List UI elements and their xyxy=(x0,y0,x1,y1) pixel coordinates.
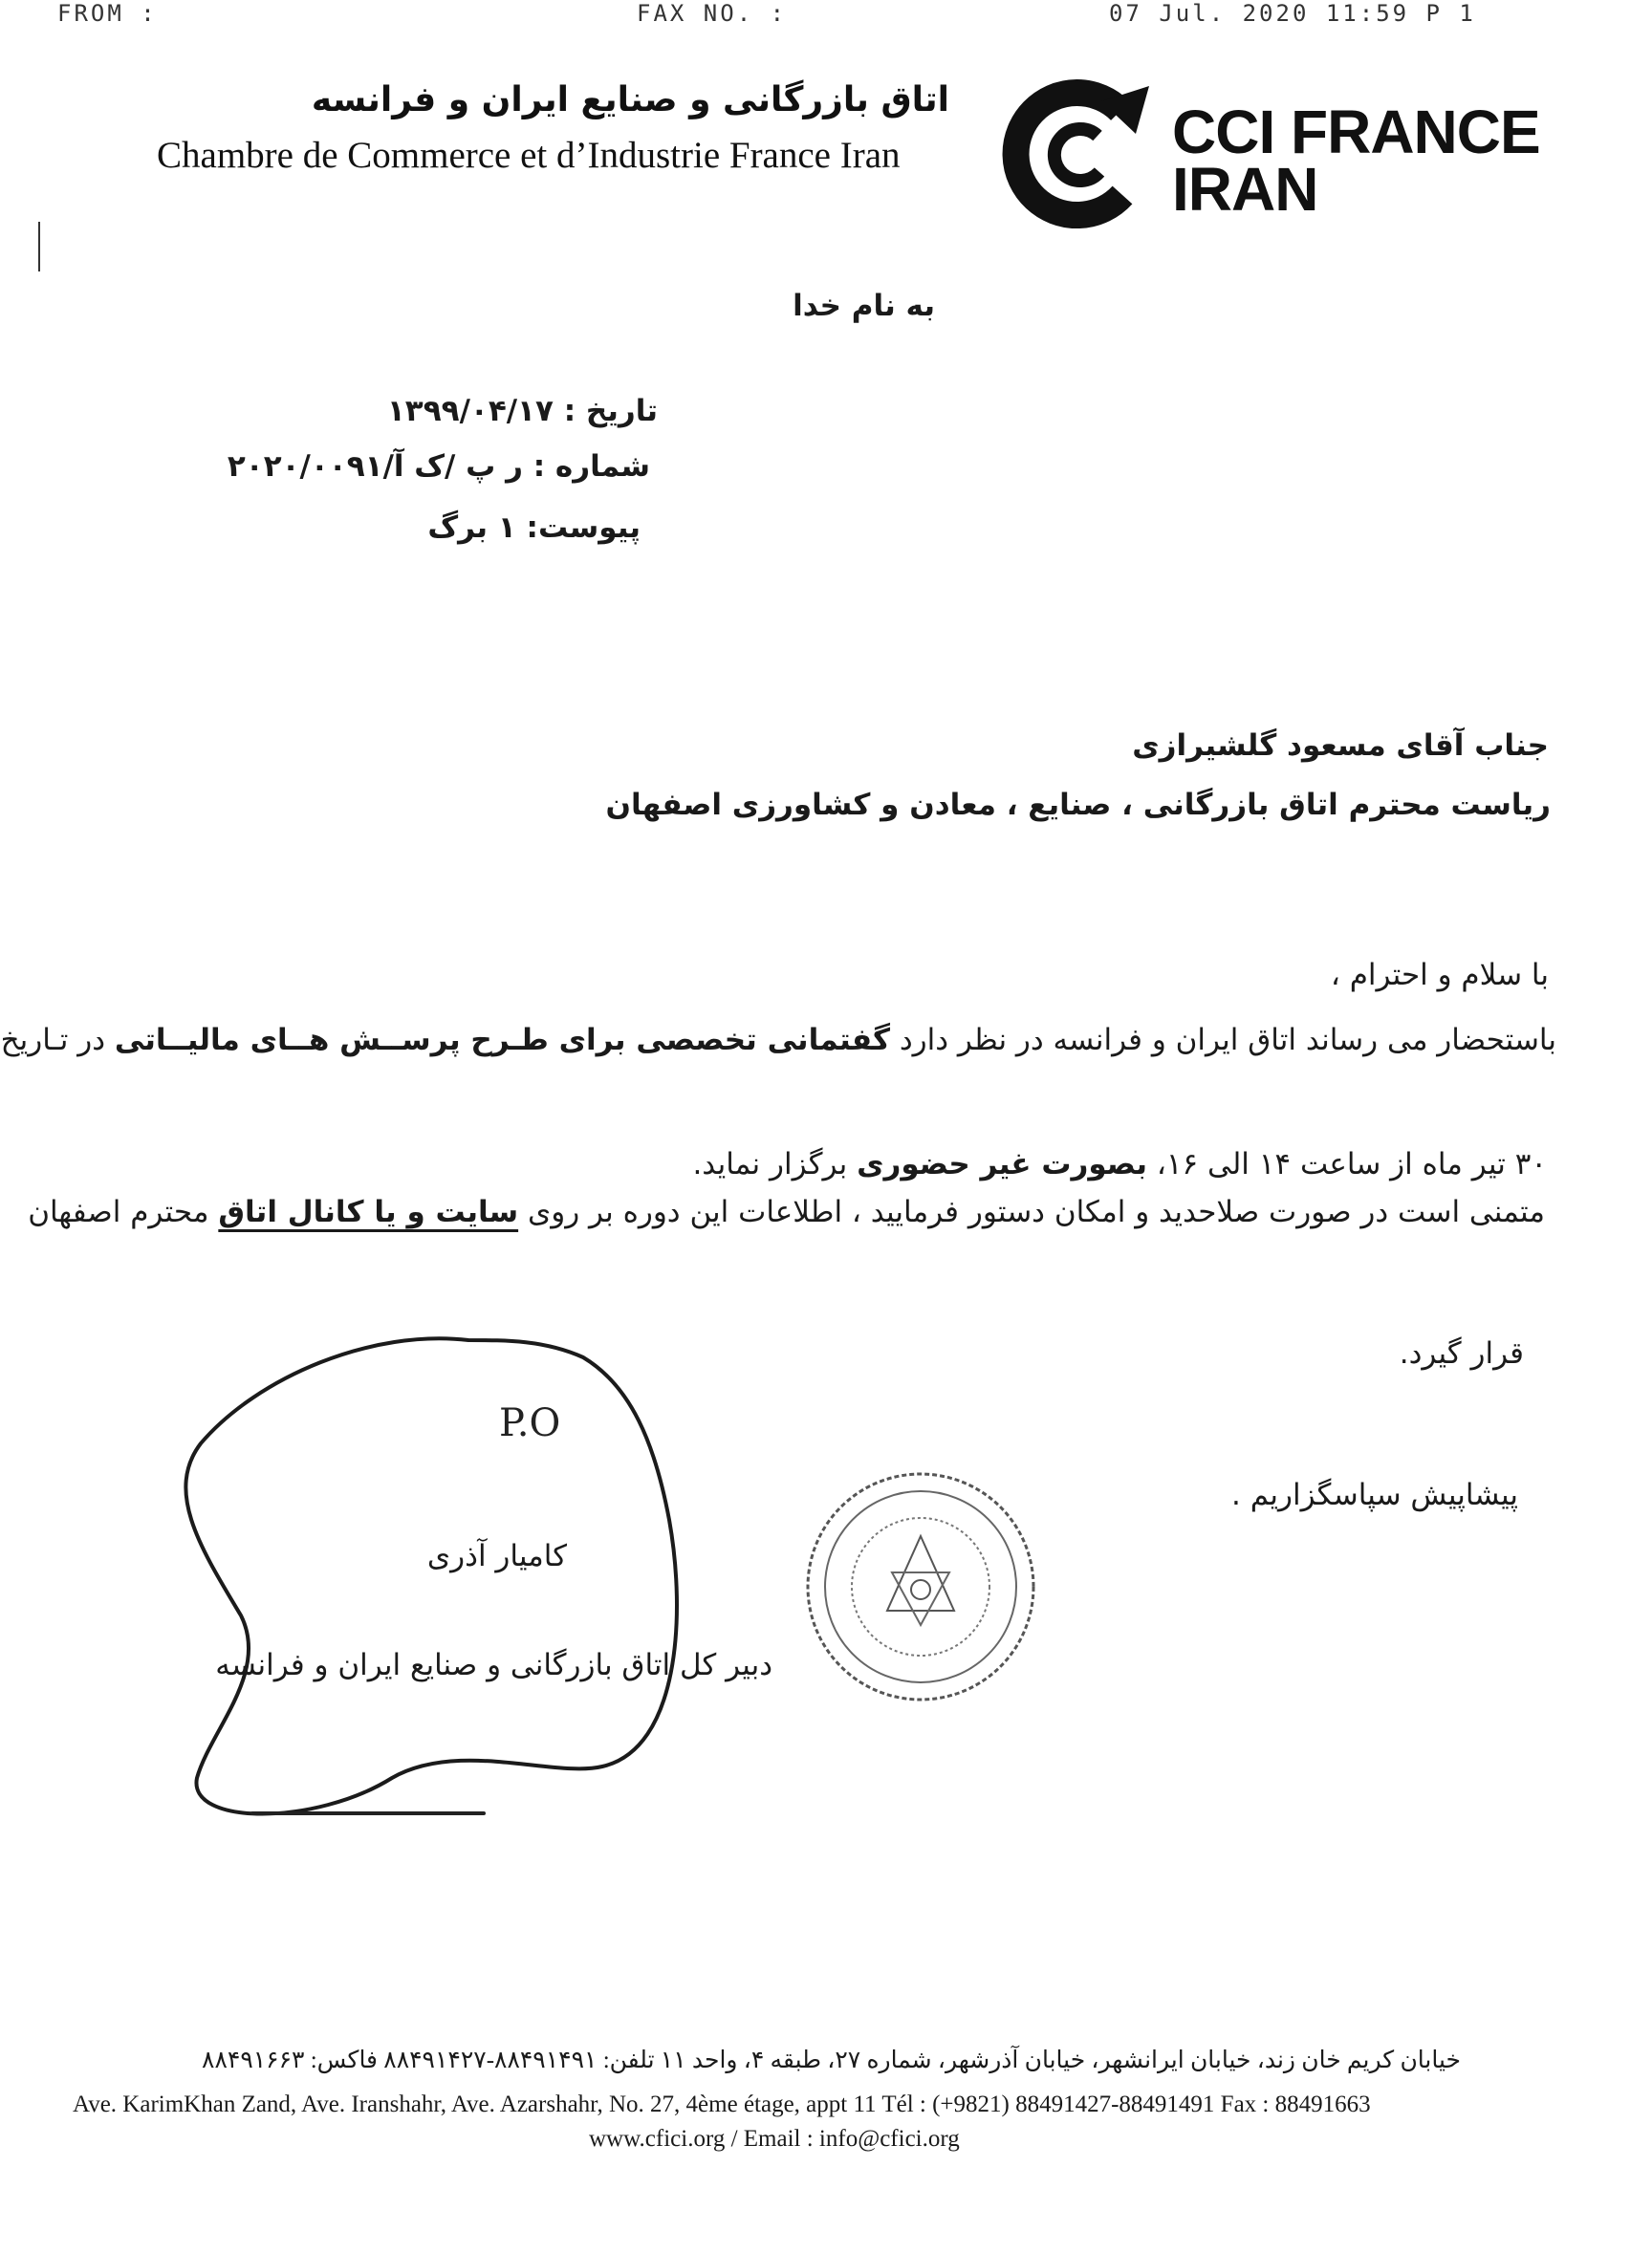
body-line-3-end: محترم اصفهان xyxy=(28,1195,209,1229)
signature-loop-icon xyxy=(182,1329,688,1845)
signatory-title: دبیر کل اتاق بازرگانی و صنایع ایران و فرانسه xyxy=(215,1648,772,1682)
body-line-2-end: برگزار نماید. xyxy=(692,1147,848,1181)
recipient-title: ریاست محترم اتاق بازرگانی ، صنایع ، معادن و کشاورزی اصفهان xyxy=(605,788,1551,822)
body-line-4: قرار گیرد. xyxy=(1399,1336,1524,1371)
footer-web-email: www.cfici.org / Email : info@cfici.org xyxy=(589,2126,960,2152)
fax-from: FROM : xyxy=(57,0,158,27)
logo-line-cci-france: CCI FRANCE xyxy=(1172,98,1540,166)
body-line-3-start: متمنی است در صورت صلاحدید و امکان دستور فرمایید ، اطلاعات این دوره بر روی xyxy=(527,1195,1545,1229)
closing: پیشاپیش سپاسگزاریم . xyxy=(1231,1478,1518,1512)
letter-attachment: پیوست: ۱ برگ xyxy=(427,510,641,545)
body-line-2-start: ۳۰ تیر ماه از ساعت ۱۴ الی ۱۶، xyxy=(1156,1147,1547,1181)
body-line-1 xyxy=(1,1023,1556,1057)
signature-underline xyxy=(250,1811,486,1815)
letterhead-persian-name: اتاق بازرگانی و صنایع ایران و فرانسه xyxy=(311,80,949,119)
body-line-3 xyxy=(28,1195,1545,1229)
body-line-1-end: در تـاریخ xyxy=(0,1023,106,1057)
signatory-name: کامیار آذری xyxy=(426,1539,567,1573)
letter-number: شماره : ر پ /ک آ/۲۰۲۰/۰۰۹۱ xyxy=(227,449,650,484)
footer-persian-address: خیابان کریم خان زند، خیابان ایرانشهر، خیابان آذرشهر، شماره ۲۷، طبقه ۴، واحد ۱۱ تلفن: ۸۸۴۹۱۴۹۱-۸۸۴۹۱۴۲۷ فاکس: ۸۸۴۹۱۶۶۳ xyxy=(202,2048,1461,2073)
fax-number: FAX NO. : xyxy=(637,0,788,27)
body-line-2-emphasis: بصورت غیر حضوری xyxy=(857,1147,1147,1181)
greeting: با سلام و احترام ، xyxy=(1330,958,1549,992)
letterhead-french-name: Chambre de Commerce et d’Industrie France Iran xyxy=(157,135,901,176)
invocation: به نام خدا xyxy=(793,289,935,323)
logo-line-iran: IRAN xyxy=(1172,155,1318,224)
body-line-1-emphasis: گفتمانی تخصصی برای طـرح پرســش هــای مالیــاتی xyxy=(114,1023,890,1057)
recipient-name: جناب آقای مسعود گلشیرازی xyxy=(1132,728,1549,763)
footer-french-address: Ave. KarimKhan Zand, Ave. Iranshahr, Ave. Azarshahr, No. 27, 4ème étage, appt 11 Tél : (+9821) 88491427-88491491 Fax : 88491663 xyxy=(73,2091,1371,2117)
fax-timestamp: 07 Jul. 2020 11:59 P 1 xyxy=(1109,0,1476,27)
signature-initials: P.O xyxy=(499,1401,561,1445)
seal-stamp-icon xyxy=(801,1467,1040,1706)
cci-logo-icon xyxy=(994,73,1157,235)
body-line-2 xyxy=(692,1147,1547,1181)
margin-mark xyxy=(38,222,40,271)
body-line-1-start: باستحضار می رساند اتاق ایران و فرانسه در نظر دارد xyxy=(899,1023,1556,1057)
letter-date: تاریخ : ۱۳۹۹/۰۴/۱۷ xyxy=(386,394,658,428)
body-line-3-emphasis: سایت و یا کانال اتاق xyxy=(218,1195,519,1229)
